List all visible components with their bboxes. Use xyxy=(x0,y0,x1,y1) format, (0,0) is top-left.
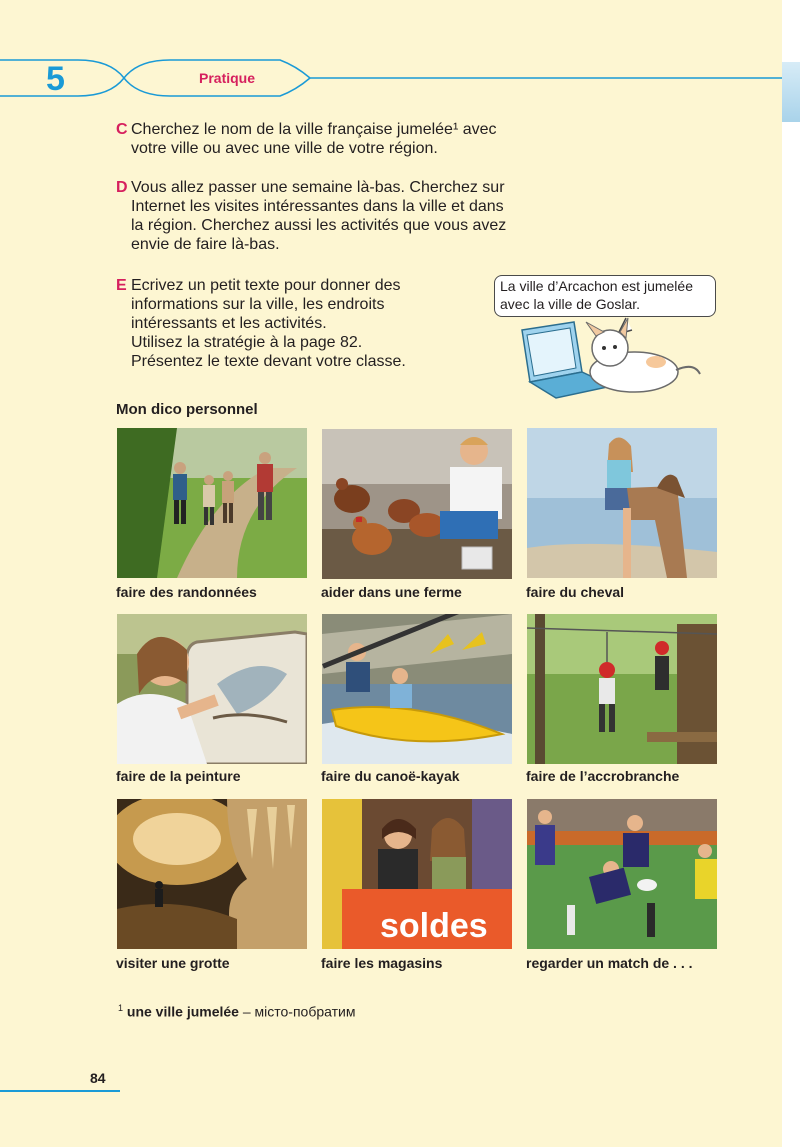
caption: faire de l’accrobranche xyxy=(526,768,680,784)
footnote xyxy=(118,1003,355,1020)
footnote-marker: 1 xyxy=(118,1003,124,1013)
photo-cave xyxy=(117,799,307,949)
footnote-term: une ville jumelée xyxy=(126,1003,239,1020)
dico-title: Mon dico personnel xyxy=(116,401,258,418)
task-text: Ecrivez un petit texte pour donner des informations sur la ville, les endroits intéressants et les activités. Utilisez la stratégie à la page 82. Présentez le texte devant votre classe. xyxy=(131,277,406,370)
caption: faire de la peinture xyxy=(116,768,241,784)
caption: faire des randonnées xyxy=(116,584,257,600)
caption: regarder un match de . . . xyxy=(526,955,693,971)
task-e xyxy=(116,276,406,371)
task-letter: C xyxy=(116,121,128,138)
task-letter: E xyxy=(116,277,127,294)
laptop-mascot-illustration xyxy=(516,300,706,405)
section-title: Pratique xyxy=(199,70,256,86)
chapter-tab xyxy=(782,62,800,122)
photo-treetop xyxy=(527,614,717,764)
photo-shopping xyxy=(322,799,512,949)
speech-bubble: La ville d’Arcachon est jumelée avec la ville de Goslar. xyxy=(494,275,716,317)
caption: visiter une grotte xyxy=(116,955,230,971)
caption: faire du cheval xyxy=(526,584,625,600)
footnote-translation: – місто-побратим xyxy=(238,1003,356,1020)
page-number-rule xyxy=(0,1090,120,1092)
task-c xyxy=(116,120,497,158)
sale-sign-text: soldes xyxy=(380,907,488,945)
photo-painting xyxy=(117,614,307,764)
task-letter: D xyxy=(116,179,128,196)
task-text: Vous allez passer une semaine là-bas. Cherchez sur Internet les visites intéressantes dans la ville et dans la région. Cherchez aussi les activités que vous avez envie de faire là-bas. xyxy=(131,179,507,253)
page-edge xyxy=(782,0,800,1147)
photo-farm xyxy=(322,429,512,579)
photo-kayak xyxy=(322,614,512,764)
task-text: Cherchez le nom de la ville française jumelée¹ avec votre ville ou avec une ville de votre région. xyxy=(131,121,497,157)
caption: faire du canoë-kayak xyxy=(321,768,460,784)
header-rule xyxy=(0,46,782,106)
photo-rugby xyxy=(527,799,717,949)
caption: faire les magasins xyxy=(321,955,443,971)
photo-hiking xyxy=(117,428,307,578)
caption: aider dans une ferme xyxy=(321,584,462,600)
chapter-number: 5 xyxy=(46,60,65,98)
photo-horse xyxy=(527,428,717,578)
task-d xyxy=(116,178,506,254)
page-number: 84 xyxy=(90,1070,106,1086)
